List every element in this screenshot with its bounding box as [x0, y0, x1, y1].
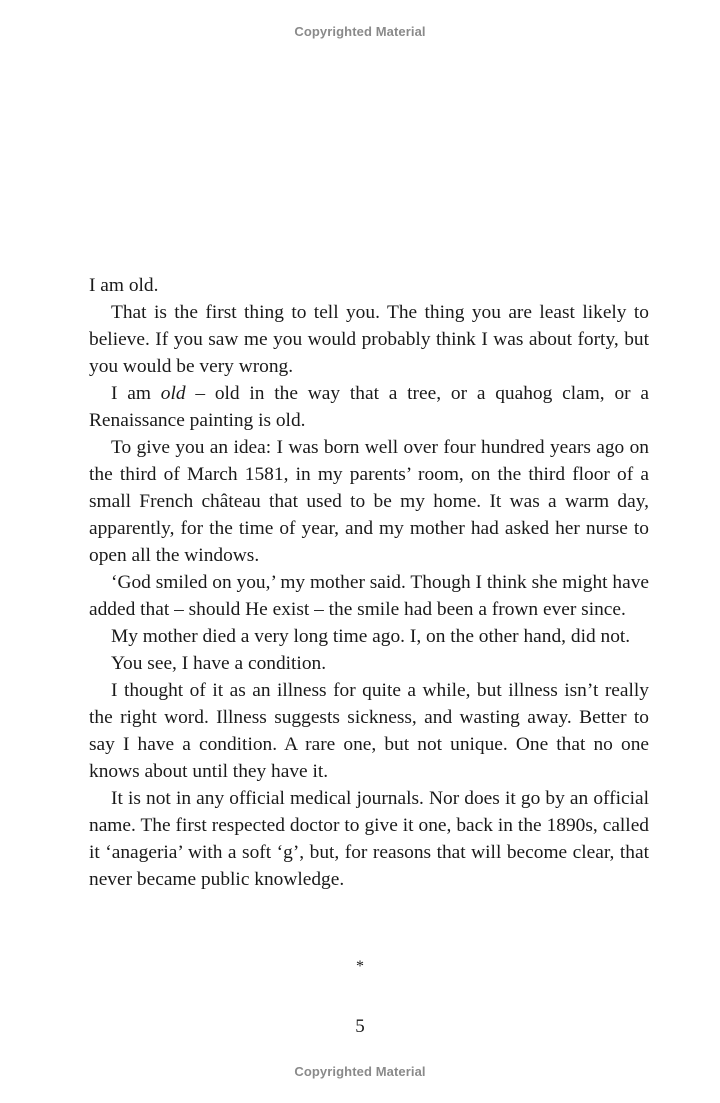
copyright-watermark-top: Copyrighted Material: [294, 24, 426, 39]
paragraph-3: [89, 380, 649, 434]
body-text: [89, 272, 649, 893]
paragraph-2: That is the first thing to tell you. The thing you are least likely to believe. If you saw me you would probably think I was about forty, but you would be very wrong.: [89, 302, 649, 377]
copyright-watermark-bottom: Copyrighted Material: [294, 1064, 426, 1079]
paragraph-7: You see, I have a condition.: [111, 653, 327, 674]
paragraph-6: My mother died a very long time ago. I, on the other hand, did not.: [111, 626, 631, 647]
paragraph-3-start: I am: [111, 383, 161, 404]
paragraph-9: It is not in any official medical journals. Nor does it go by an official name. The first respected doctor to give it one, back in the 1890s, called it ‘anageria’ with a soft ‘g’, but, for reasons that will become clear, that never became public knowledge.: [89, 788, 649, 890]
paragraph-3-end: – old in the way that a tree, or a quahog clam, or a Renaissance painting is old.: [89, 383, 649, 431]
emphasis-old: old: [160, 383, 186, 404]
page-number: 5: [355, 1016, 365, 1037]
paragraph-8: I thought of it as an illness for quite a while, but illness isn’t really the right word. Illness suggests sickness, and wasting away. Better to say I have a condition. A rare one, but not unique. One that no one knows about until they have it.: [89, 680, 649, 782]
section-separator: *: [356, 958, 364, 975]
paragraph-4: To give you an idea: I was born well over four hundred years ago on the third of March 1581, in my parents’ room, on the third floor of a small French château that used to be my home. It was a warm day, apparently, for the time of year, and my mother had asked her nurse to open all the windows.: [89, 437, 649, 566]
paragraph-5: ‘God smiled on you,’ my mother said. Though I think she might have added that – should He exist – the smile had been a frown ever since.: [89, 572, 649, 620]
paragraph-1: I am old.: [89, 275, 159, 296]
